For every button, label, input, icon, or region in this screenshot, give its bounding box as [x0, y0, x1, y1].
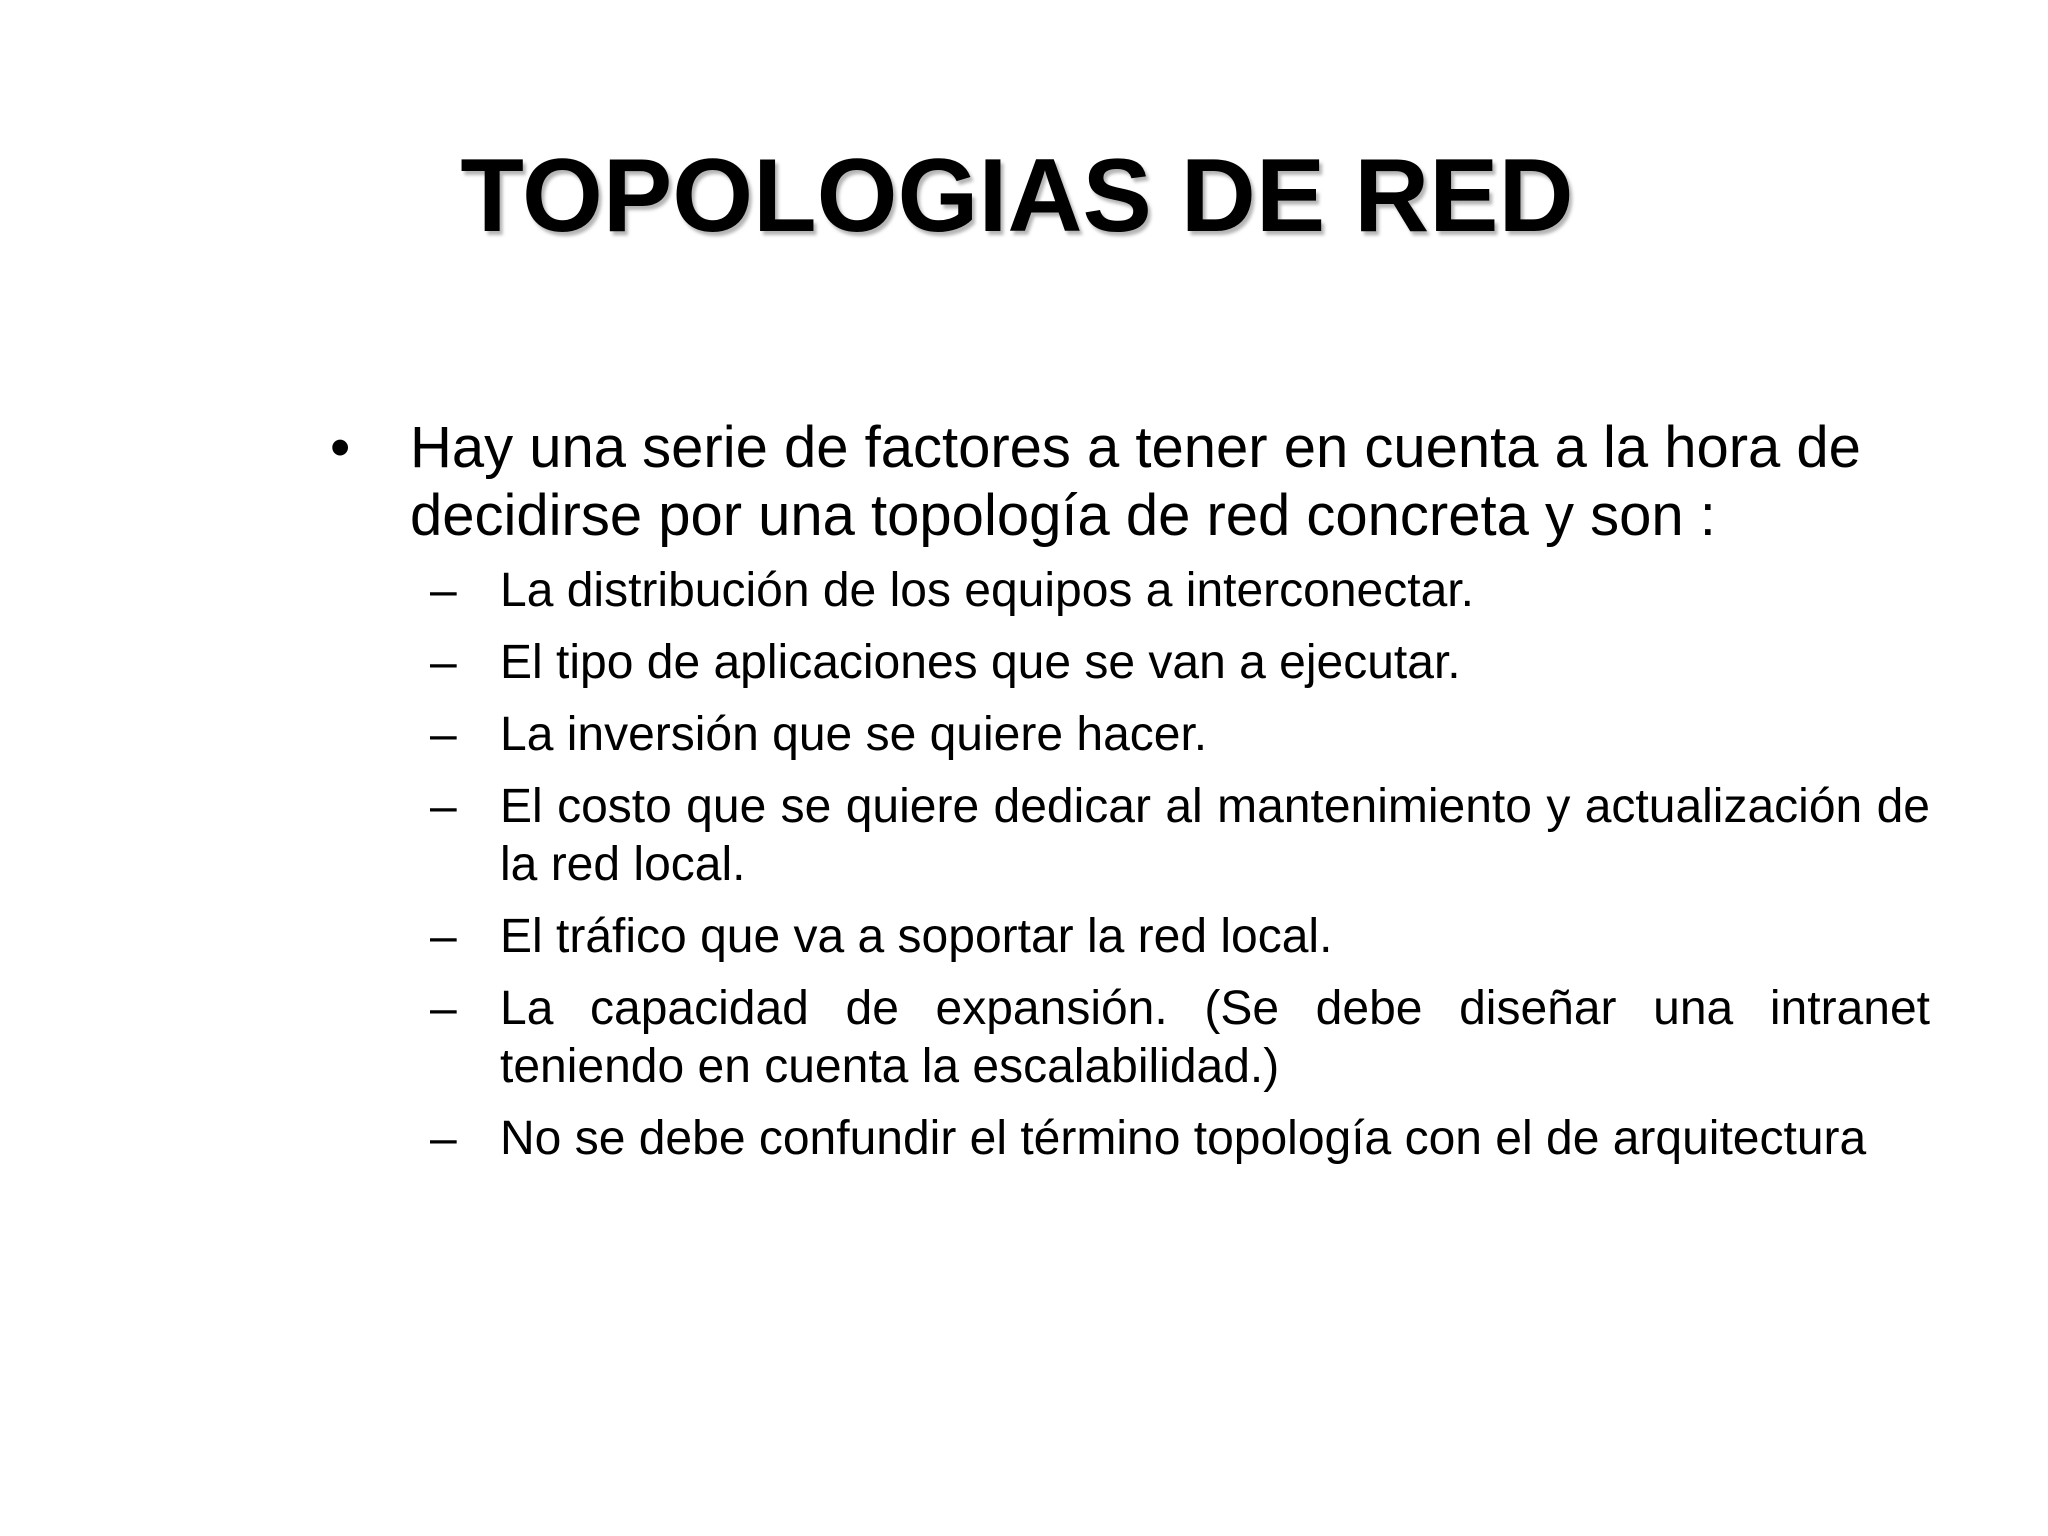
bullet-marker: •: [330, 415, 351, 480]
sub-bullet-text: No se debe confundir el término topología con el de arquitectura: [500, 1112, 1867, 1165]
dash-marker: –: [430, 564, 457, 617]
dash-marker: –: [430, 1112, 457, 1165]
sub-bullet-text: El costo que se quiere dedicar al mantenimiento y actualización de la red local.: [500, 780, 1930, 891]
sub-bullet-item: [430, 634, 1930, 692]
sub-bullet-text: El tráfico que va a soportar la red local.: [500, 910, 1333, 963]
sub-bullet-item: [430, 778, 1930, 894]
slide-content: [330, 414, 1930, 1182]
dash-marker: –: [430, 708, 457, 761]
dash-marker: –: [430, 636, 457, 689]
sub-bullet-list: [330, 562, 1930, 1168]
dash-marker: –: [430, 982, 457, 1035]
sub-bullet-text: La distribución de los equipos a interconectar.: [500, 564, 1474, 617]
sub-bullet-text: La inversión que se quiere hacer.: [500, 708, 1208, 761]
sub-bullet-item: [430, 562, 1930, 620]
sub-bullet-item: [430, 706, 1930, 764]
sub-bullet-text: La capacidad de expansión. (Se debe diseñar una intranet teniendo en cuenta la escalabilidad.): [500, 982, 1930, 1093]
sub-bullet-item: [430, 1110, 1930, 1168]
sub-bullet-item: [430, 980, 1930, 1096]
main-bullet-item: [330, 414, 1930, 550]
dash-marker: –: [430, 910, 457, 963]
sub-bullet-item: [430, 908, 1930, 966]
sub-bullet-text: El tipo de aplicaciones que se van a ejecutar.: [500, 636, 1461, 689]
slide-title: TOPOLOGIAS DE RED: [460, 138, 1574, 254]
main-bullet-text: Hay una serie de factores a tener en cuenta a la hora de decidirse por una topología de red concreta y son :: [410, 415, 1861, 548]
dash-marker: –: [430, 780, 457, 833]
